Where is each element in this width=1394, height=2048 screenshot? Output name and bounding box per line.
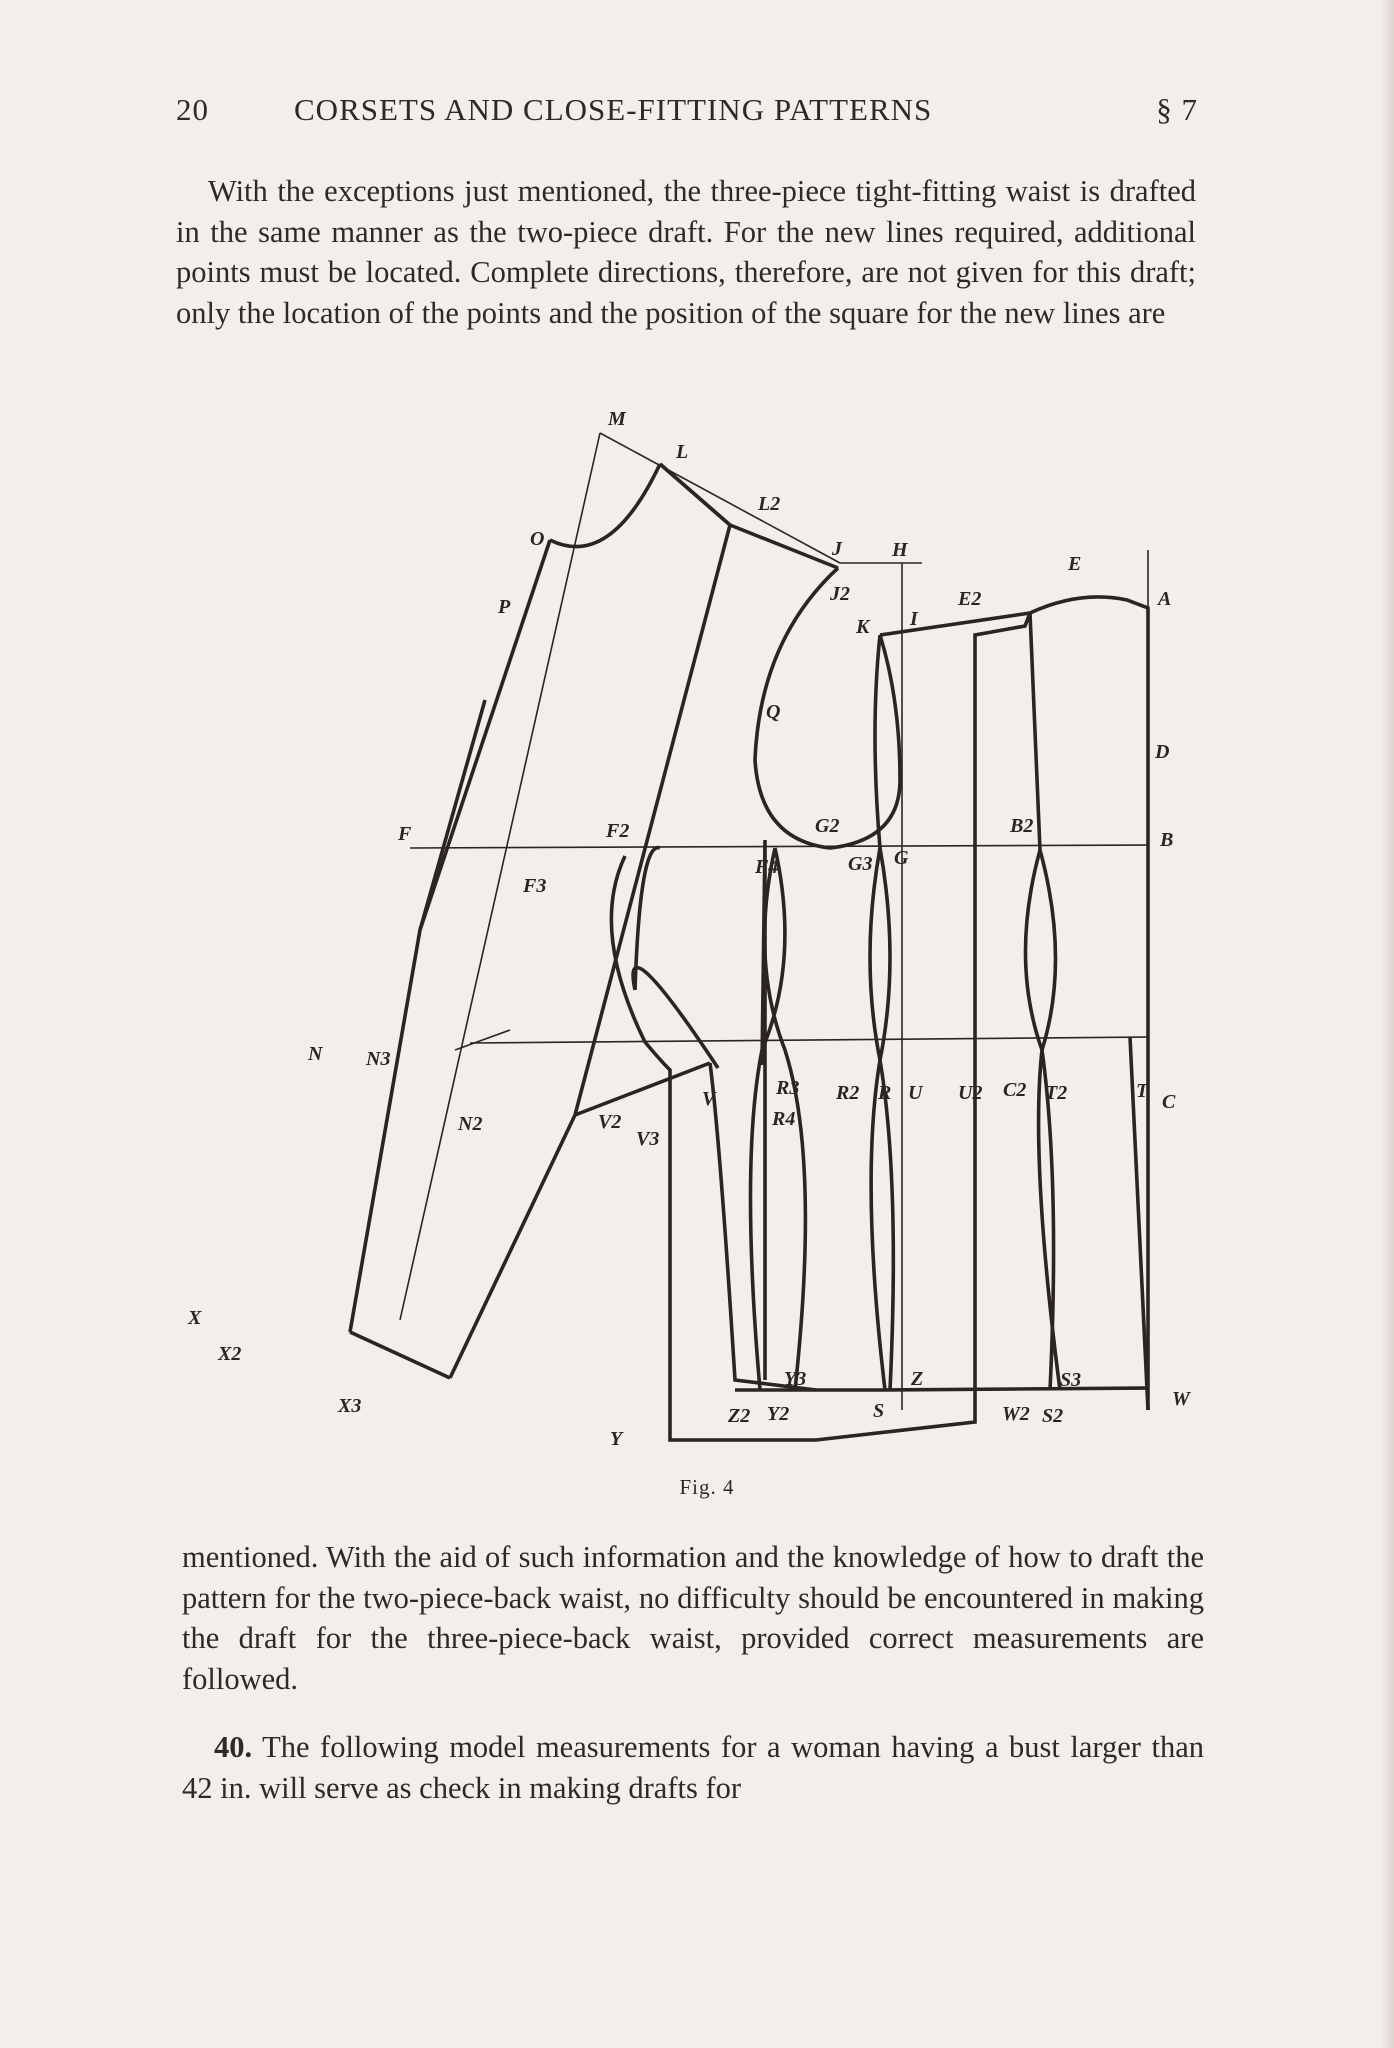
pattern-draft-diagram — [180, 400, 1220, 1490]
label-D: D — [1155, 741, 1170, 763]
label-T2: T2 — [1045, 1082, 1068, 1104]
paragraph-40-text: The following model measurements for a woman having a bust larger than 42 in. will serve as check in making drafts for — [182, 1730, 1205, 1805]
label-Y2: Y2 — [767, 1403, 790, 1425]
label-T: T — [1136, 1080, 1149, 1102]
construction-lines — [400, 433, 1148, 1410]
running-title: CORSETS AND CLOSE-FITTING PATTERNS — [294, 92, 933, 127]
section-number: § 7 — [1156, 92, 1198, 127]
label-U2: U2 — [958, 1082, 983, 1104]
page-number: 20 — [176, 92, 209, 127]
label-K: K — [856, 616, 870, 638]
label-N3: N3 — [366, 1048, 391, 1070]
label-Z: Z — [911, 1368, 924, 1390]
paragraph-number: 40. — [214, 1730, 253, 1764]
point-labels — [187, 408, 1191, 1450]
figure-caption — [0, 1475, 1394, 1500]
paragraph-intro — [176, 171, 1196, 333]
label-W2: W2 — [1002, 1403, 1030, 1425]
label-R3: R3 — [776, 1077, 800, 1099]
label-N2: N2 — [458, 1113, 483, 1135]
label-X2: X2 — [218, 1343, 242, 1365]
label-O: O — [530, 528, 545, 550]
label-E: E — [1068, 553, 1082, 575]
paragraph-continuation-text: mentioned. With the aid of such information and the knowledge of how to draft the pattern for the two-piece-back waist, no difficulty should be encountered in making the draft for the three-piece-back waist, provided correct measurements are followed. — [182, 1540, 1204, 1696]
label-U: U — [908, 1082, 923, 1104]
label-V3: V3 — [636, 1128, 660, 1150]
label-Y3: Y3 — [784, 1368, 807, 1390]
label-S2: S2 — [1042, 1405, 1064, 1427]
label-M: M — [608, 408, 626, 430]
label-G: G — [894, 847, 909, 869]
page-edge-shadow — [1380, 0, 1394, 2048]
label-X3: X3 — [338, 1395, 362, 1417]
paragraph-intro-text: With the exceptions just mentioned, the three-piece tight-fitting waist is drafted in the same manner as the two-piece draft. For the new lines required, additional points must be located. Complete directions, therefore, are not given for this draft; only the location of the points and the position of the square for the new lines are — [176, 174, 1196, 330]
label-V2: V2 — [598, 1111, 622, 1133]
label-N: N — [308, 1043, 323, 1065]
label-A: A — [1158, 588, 1172, 610]
label-L2: L2 — [758, 493, 781, 515]
label-V: V — [702, 1088, 716, 1110]
label-Q: Q — [766, 701, 781, 723]
paragraph-continuation — [182, 1537, 1204, 1699]
label-C: C — [1162, 1091, 1176, 1113]
label-R2: R2 — [836, 1082, 860, 1104]
label-Y: Y — [610, 1428, 623, 1450]
label-G2: G2 — [815, 815, 840, 837]
pattern-draft-figure — [180, 400, 1220, 1490]
label-W: W — [1172, 1388, 1190, 1410]
label-F3: F3 — [523, 875, 547, 897]
running-head — [176, 92, 1198, 132]
label-L: L — [676, 441, 689, 463]
label-R4: R4 — [772, 1108, 796, 1130]
label-H: H — [892, 539, 908, 561]
pattern-outlines — [350, 464, 1148, 1440]
label-S3: S3 — [1060, 1369, 1082, 1391]
figure-caption-text: Fig. 4 — [679, 1475, 735, 1499]
label-F4: F4 — [755, 856, 779, 878]
label-P: P — [498, 596, 511, 618]
label-I: I — [910, 608, 918, 630]
label-F2: F2 — [606, 820, 630, 842]
label-E2: E2 — [958, 588, 982, 610]
label-F: F — [398, 823, 412, 845]
label-B: B — [1160, 829, 1174, 851]
label-Z2: Z2 — [728, 1405, 751, 1427]
label-J2: J2 — [830, 583, 850, 605]
label-J: J — [832, 538, 842, 560]
label-G3: G3 — [848, 853, 873, 875]
label-S: S — [873, 1400, 885, 1422]
paragraph-40 — [182, 1727, 1204, 1808]
label-X: X — [188, 1307, 202, 1329]
label-B2: B2 — [1010, 815, 1034, 837]
label-C2: C2 — [1003, 1079, 1027, 1101]
label-R: R — [878, 1082, 892, 1104]
